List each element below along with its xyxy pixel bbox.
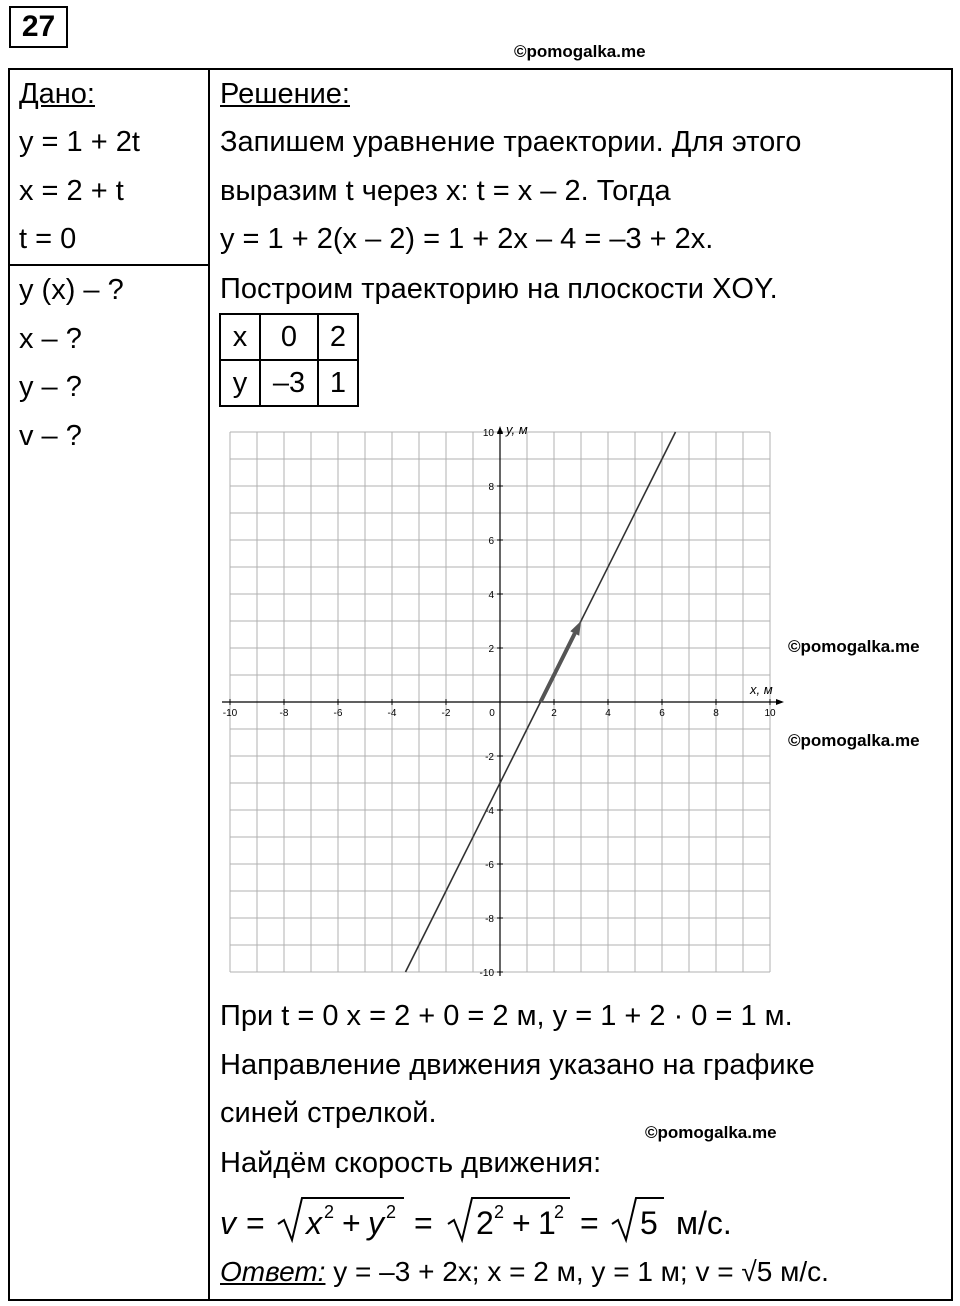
table-cell: 2 (318, 314, 358, 360)
solution-title: Решение: (220, 78, 350, 110)
watermark: ©pomogalka.me (788, 731, 920, 750)
x-axis-arrowhead (776, 699, 784, 705)
table-row (220, 314, 358, 360)
y-tick-label: -10 (479, 968, 494, 979)
velocity-formula (220, 1190, 820, 1246)
table-cell: –3 (260, 360, 318, 406)
svg-text:+: + (512, 1205, 531, 1241)
find-line: x – ? (19, 323, 82, 355)
x-tick-label: -8 (279, 708, 289, 719)
given-line: x = 2 + t (19, 175, 124, 207)
svg-text:v: v (220, 1205, 236, 1241)
watermark: ©pomogalka.me (645, 1123, 777, 1142)
solution-line: Построим траекторию на плоскости XOY. (220, 273, 778, 305)
y-tick-label: -8 (485, 914, 494, 925)
find-line: y (x) – ? (19, 274, 124, 306)
solution-line: Найдём скорость движения: (220, 1147, 602, 1179)
given-title: Дано: (19, 78, 95, 110)
svg-text:x: x (306, 1205, 322, 1241)
direction-arrowhead (570, 621, 581, 636)
problem-number: 27 (9, 6, 68, 48)
svg-text:5: 5 (640, 1205, 658, 1241)
x-tick-label: -10 (222, 708, 238, 719)
y-tick-label: 6 (488, 536, 494, 547)
svg-text:=: = (246, 1205, 265, 1241)
svg-text:м/с.: м/с. (676, 1205, 732, 1241)
tick-labels (223, 428, 776, 979)
y-tick-label: 8 (488, 482, 494, 493)
x-tick-label: 4 (605, 708, 611, 719)
y-tick-label: -2 (485, 752, 494, 763)
watermark: ©pomogalka.me (514, 42, 646, 61)
svg-text:2: 2 (476, 1205, 494, 1241)
table-cell: 0 (260, 314, 318, 360)
svg-text:=: = (580, 1205, 599, 1241)
x-axis-label: x, м (750, 682, 773, 697)
x-tick-label: 2 (551, 708, 557, 719)
answer-text: y = –3 + 2x; x = 2 м, y = 1 м; v = √5 м/с. (325, 1256, 829, 1287)
y-tick-label: 10 (482, 428, 494, 439)
y-axis-label: y, м (506, 422, 528, 437)
table-cell: y (220, 360, 260, 406)
y-tick-label: -4 (485, 806, 494, 817)
x-tick-label: 6 (659, 708, 665, 719)
x-tick-label: 0 (489, 708, 495, 719)
direction-arrow (541, 634, 575, 702)
svg-text:1: 1 (538, 1205, 556, 1241)
axes (222, 426, 784, 976)
find-line: v – ? (19, 420, 82, 452)
answer (220, 1256, 829, 1288)
given-line: y = 1 + 2t (19, 126, 140, 158)
svg-text:2: 2 (554, 1202, 565, 1222)
find-line: y – ? (19, 371, 82, 403)
y-axis-arrowhead (497, 426, 503, 434)
given-line: t = 0 (19, 223, 77, 255)
svg-text:+: + (342, 1205, 361, 1241)
solution-line: y = 1 + 2(x – 2) = 1 + 2x – 4 = –3 + 2x. (220, 223, 714, 255)
y-tick-label: -6 (485, 860, 494, 871)
x-tick-label: -6 (333, 708, 343, 719)
y-tick-label: 4 (488, 590, 494, 601)
trajectory-graph (210, 415, 810, 990)
table-cell: x (220, 314, 260, 360)
table-row (220, 360, 358, 406)
x-tick-label: 8 (713, 708, 719, 719)
watermark: ©pomogalka.me (788, 637, 920, 656)
solution-line: Запишем уравнение траектории. Для этого (220, 126, 802, 158)
x-tick-label: -2 (441, 708, 451, 719)
x-tick-label: -4 (387, 708, 397, 719)
values-table (219, 313, 359, 407)
table-cell: 1 (318, 360, 358, 406)
svg-text:=: = (414, 1205, 433, 1241)
svg-text:2: 2 (386, 1202, 397, 1222)
solution-line: выразим t через x: t = x – 2. Тогда (220, 175, 671, 207)
solution-line: синей стрелкой. (220, 1097, 437, 1129)
solution-line: Направление движения указано на графике (220, 1049, 815, 1081)
x-tick-label: 10 (764, 708, 776, 719)
svg-text:2: 2 (324, 1202, 335, 1222)
y-tick-label: 2 (488, 644, 494, 655)
svg-text:y: y (368, 1205, 384, 1241)
svg-text:2: 2 (494, 1202, 505, 1222)
solution-line: При t = 0 x = 2 + 0 = 2 м, y = 1 + 2 · 0 = 1 м. (220, 1000, 793, 1032)
answer-label: Ответ: (220, 1256, 326, 1287)
